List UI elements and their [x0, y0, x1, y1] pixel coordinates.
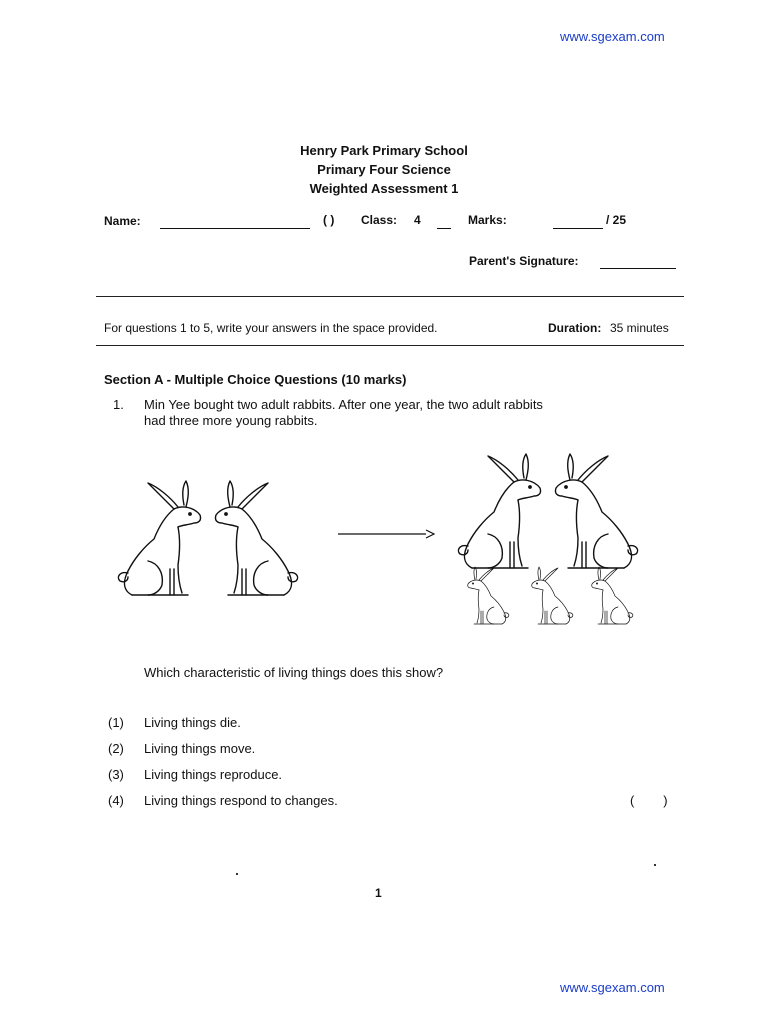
option-4-number: (4)	[108, 793, 124, 808]
divider-top	[96, 296, 684, 297]
question-line-1: Min Yee bought two adult rabbits. After one year, the two adult rabbits	[144, 397, 543, 412]
option-2-text: Living things move.	[144, 741, 256, 756]
site-link-bottom[interactable]: www.sgexam.com	[560, 980, 665, 995]
school-name: Henry Park Primary School	[300, 143, 468, 158]
name-label: Name:	[104, 214, 141, 228]
question-prompt: Which characteristic of living things does this show?	[144, 665, 444, 680]
marks-label: Marks:	[468, 213, 507, 227]
rabbit-young-3	[592, 567, 633, 624]
scan-dot	[236, 873, 238, 875]
arrow-icon	[338, 530, 434, 538]
rabbit-adult-left-2	[215, 481, 297, 595]
section-title: Section A - Multiple Choice Questions (10 marks)	[104, 372, 407, 387]
class-line	[437, 228, 451, 229]
scan-dot	[654, 864, 656, 866]
duration-label: Duration:	[548, 321, 602, 335]
marks-total: / 25	[606, 213, 627, 227]
option-3-number: (3)	[108, 767, 124, 782]
answer-box[interactable]: ( )	[630, 793, 668, 808]
site-link-top[interactable]: www.sgexam.com	[560, 29, 665, 44]
marks-line[interactable]	[553, 228, 603, 229]
divider-bottom	[96, 345, 684, 346]
rabbit-adult-right-1	[458, 454, 540, 568]
rabbits-figure	[108, 445, 668, 630]
rabbit-adult-right-2	[555, 454, 637, 568]
name-line[interactable]	[160, 228, 310, 229]
rabbit-adult-left-1	[118, 481, 200, 595]
rabbit-young-1	[468, 567, 509, 624]
option-1-number: (1)	[108, 715, 124, 730]
parent-signature-label: Parent's Signature:	[469, 254, 579, 268]
rabbit-young-2	[532, 567, 573, 624]
page-number: 1	[375, 886, 382, 900]
option-1-text: Living things die.	[144, 715, 241, 730]
option-3-text: Living things reproduce.	[144, 767, 283, 782]
assessment-title: Weighted Assessment 1	[309, 181, 459, 196]
question-number: 1.	[113, 397, 124, 412]
question-line-2: had three more young rabbits.	[144, 413, 318, 428]
parent-signature-line[interactable]	[600, 268, 676, 269]
class-value: 4	[414, 213, 421, 227]
instructions-text: For questions 1 to 5, write your answers in the space provided.	[104, 321, 438, 335]
option-2-number: (2)	[108, 741, 124, 756]
subject-title: Primary Four Science	[317, 162, 451, 177]
index-paren: ( )	[323, 213, 335, 227]
class-label: Class:	[361, 213, 398, 227]
option-4-text: Living things respond to changes.	[144, 793, 338, 808]
duration-value: 35 minutes	[610, 321, 669, 335]
